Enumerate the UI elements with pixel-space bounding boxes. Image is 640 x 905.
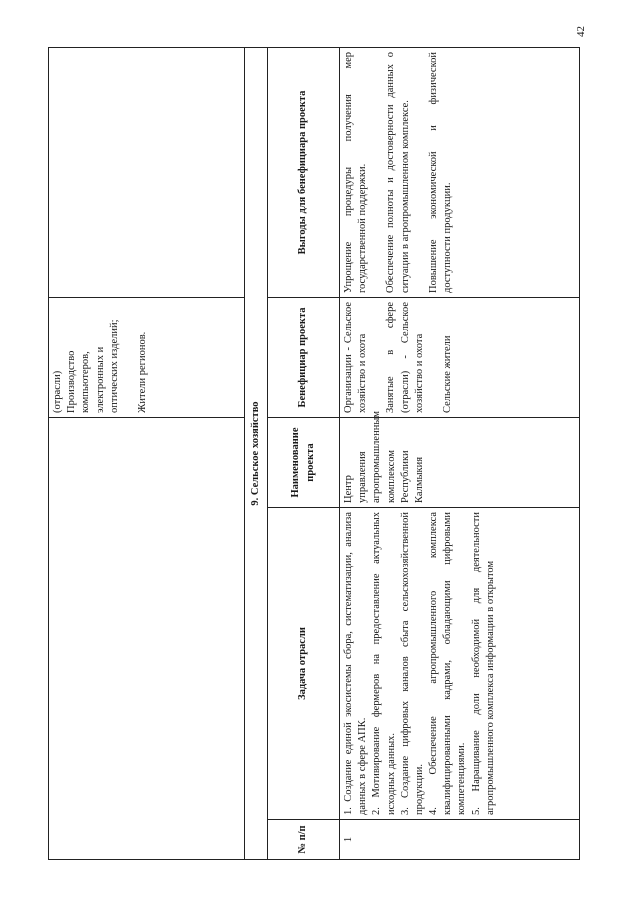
- header-beneficiary: Бенефициар проекта: [268, 298, 340, 418]
- empty-cell: [49, 48, 245, 298]
- task-item: 1. Создание единой экосистемы сбора, систематизации, анализа данных в сфере АПК.: [343, 512, 369, 815]
- page-number: 42: [575, 26, 587, 37]
- benefit-item: Повышение экономической и физической доступности продукции.: [427, 52, 453, 293]
- task-item: 5. Наращивание доли необходимой для деятельности агропромышленного комплекса информации в открытом: [470, 512, 496, 815]
- benefits-cell: [340, 48, 580, 298]
- benefit-item: Упрощение процедуры получения мер государственной поддержки.: [343, 52, 369, 293]
- benefit-item: Обеспечение полноты и достоверности данных о ситуации в агропромышленном комплексе.: [385, 52, 411, 293]
- continuation-item: Производство компьютеров, электронных и оптических изделий;: [66, 319, 120, 413]
- header-task: Задача отрасли: [268, 508, 340, 820]
- beneficiary-item: Организации - Сельское хозяйство и охота: [343, 302, 369, 413]
- header-name: Наименование проекта: [268, 418, 340, 508]
- beneficiary-item: Занятые в сфере (отрасли) - Сельское хозяйство и охота: [385, 302, 425, 413]
- header-row: [268, 48, 340, 860]
- project-name: Центр управления агропромышленным комплексом Республики Калмыкия: [340, 418, 580, 508]
- continuation-item: Жители регионов.: [136, 331, 148, 413]
- section-row: [245, 48, 268, 860]
- continuation-row: [49, 48, 245, 860]
- section-title: 9. Сельское хозяйство: [245, 48, 268, 860]
- task-item: 3. Создание цифровых каналов сбыта сельскохозяйственной продукции.: [399, 512, 425, 815]
- task-item: 2. Мотивирование фермеров на предоставление актуальных исходных данных.: [371, 512, 397, 815]
- row-number: 1: [340, 820, 580, 860]
- table-row: [340, 48, 580, 860]
- project-table: [48, 47, 580, 860]
- task-item: 4. Обеспечение агропромышленного комплекса квалифицированными кадрами, обладающими цифровыми компетенциями.: [428, 512, 468, 815]
- continuation-cell: [49, 298, 245, 418]
- beneficiary-item: Сельские жители: [441, 335, 453, 413]
- header-benefits: Выгоды для бенефициара проекта: [268, 48, 340, 298]
- empty-cell: [49, 418, 245, 860]
- beneficiary-cell: [340, 298, 580, 418]
- header-num: № п/п: [268, 820, 340, 860]
- continuation-item: (отрасли): [52, 370, 63, 413]
- task-cell: [340, 508, 580, 820]
